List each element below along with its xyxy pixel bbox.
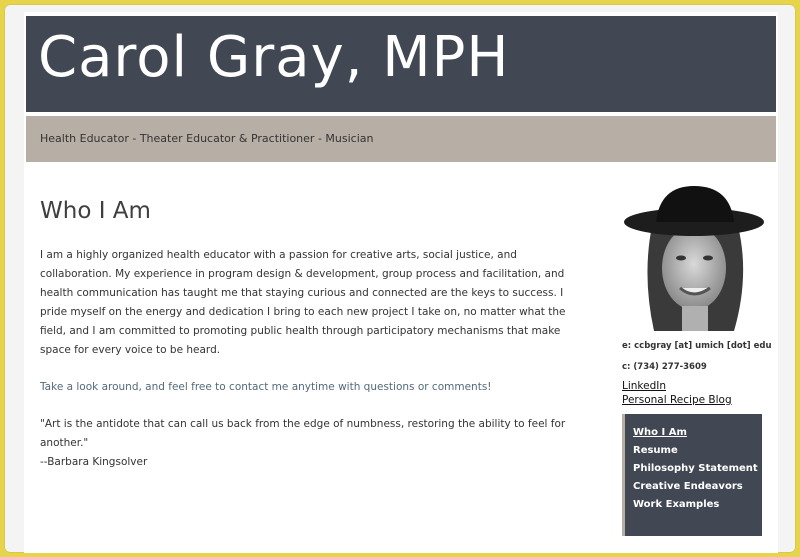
intro-paragraph: I am a highly organized health educator with a passion for creative arts, social justice, and collaboration. My experience in program design & development, group process and facilitation, and health communication has taught me that staying curious and connected are the keys to success. I pride myself on the energy and dedication I bring to each new project I take on, no matter what the field, and I am committed to promoting public health through participatory mechanisms that make space for every voice to be heard. xyxy=(40,249,566,356)
page-heading: Who I Am xyxy=(40,198,151,224)
nav-item-philosophy[interactable]: Philosophy Statement xyxy=(633,463,758,474)
linkedin-link[interactable]: LinkedIn xyxy=(622,380,667,392)
site-header xyxy=(26,16,776,112)
quote-text: "Art is the antidote that can call us back from the edge of numbness, restoring the ability to feel for another." xyxy=(40,418,566,449)
portrait-photo xyxy=(622,186,767,331)
sidebar xyxy=(622,186,770,536)
quote-author: --Barbara Kingsolver xyxy=(40,456,148,468)
tagline: Health Educator - Theater Educator & Practitioner - Musician xyxy=(40,132,374,145)
nav-item-resume[interactable]: Resume xyxy=(633,445,678,456)
portrait-photo-icon xyxy=(622,186,767,331)
sidebar-nav xyxy=(622,414,762,536)
tagline-bar xyxy=(26,116,776,162)
nav-item-work-examples[interactable]: Work Examples xyxy=(633,499,720,510)
nav-item-who-i-am[interactable]: Who I Am xyxy=(633,427,687,438)
nav-item-creative[interactable]: Creative Endeavors xyxy=(633,481,743,492)
email-text: e: ccbgray [at] umich [dot] edu xyxy=(622,341,772,351)
phone-text: c: (734) 277-3609 xyxy=(622,362,707,372)
page xyxy=(24,12,778,553)
invite-paragraph: Take a look around, and feel free to contact me anytime with questions or comments! xyxy=(40,381,492,393)
site-title: Carol Gray, MPH xyxy=(38,25,510,90)
recipe-blog-link[interactable]: Personal Recipe Blog xyxy=(622,394,732,406)
main-content xyxy=(40,198,588,472)
